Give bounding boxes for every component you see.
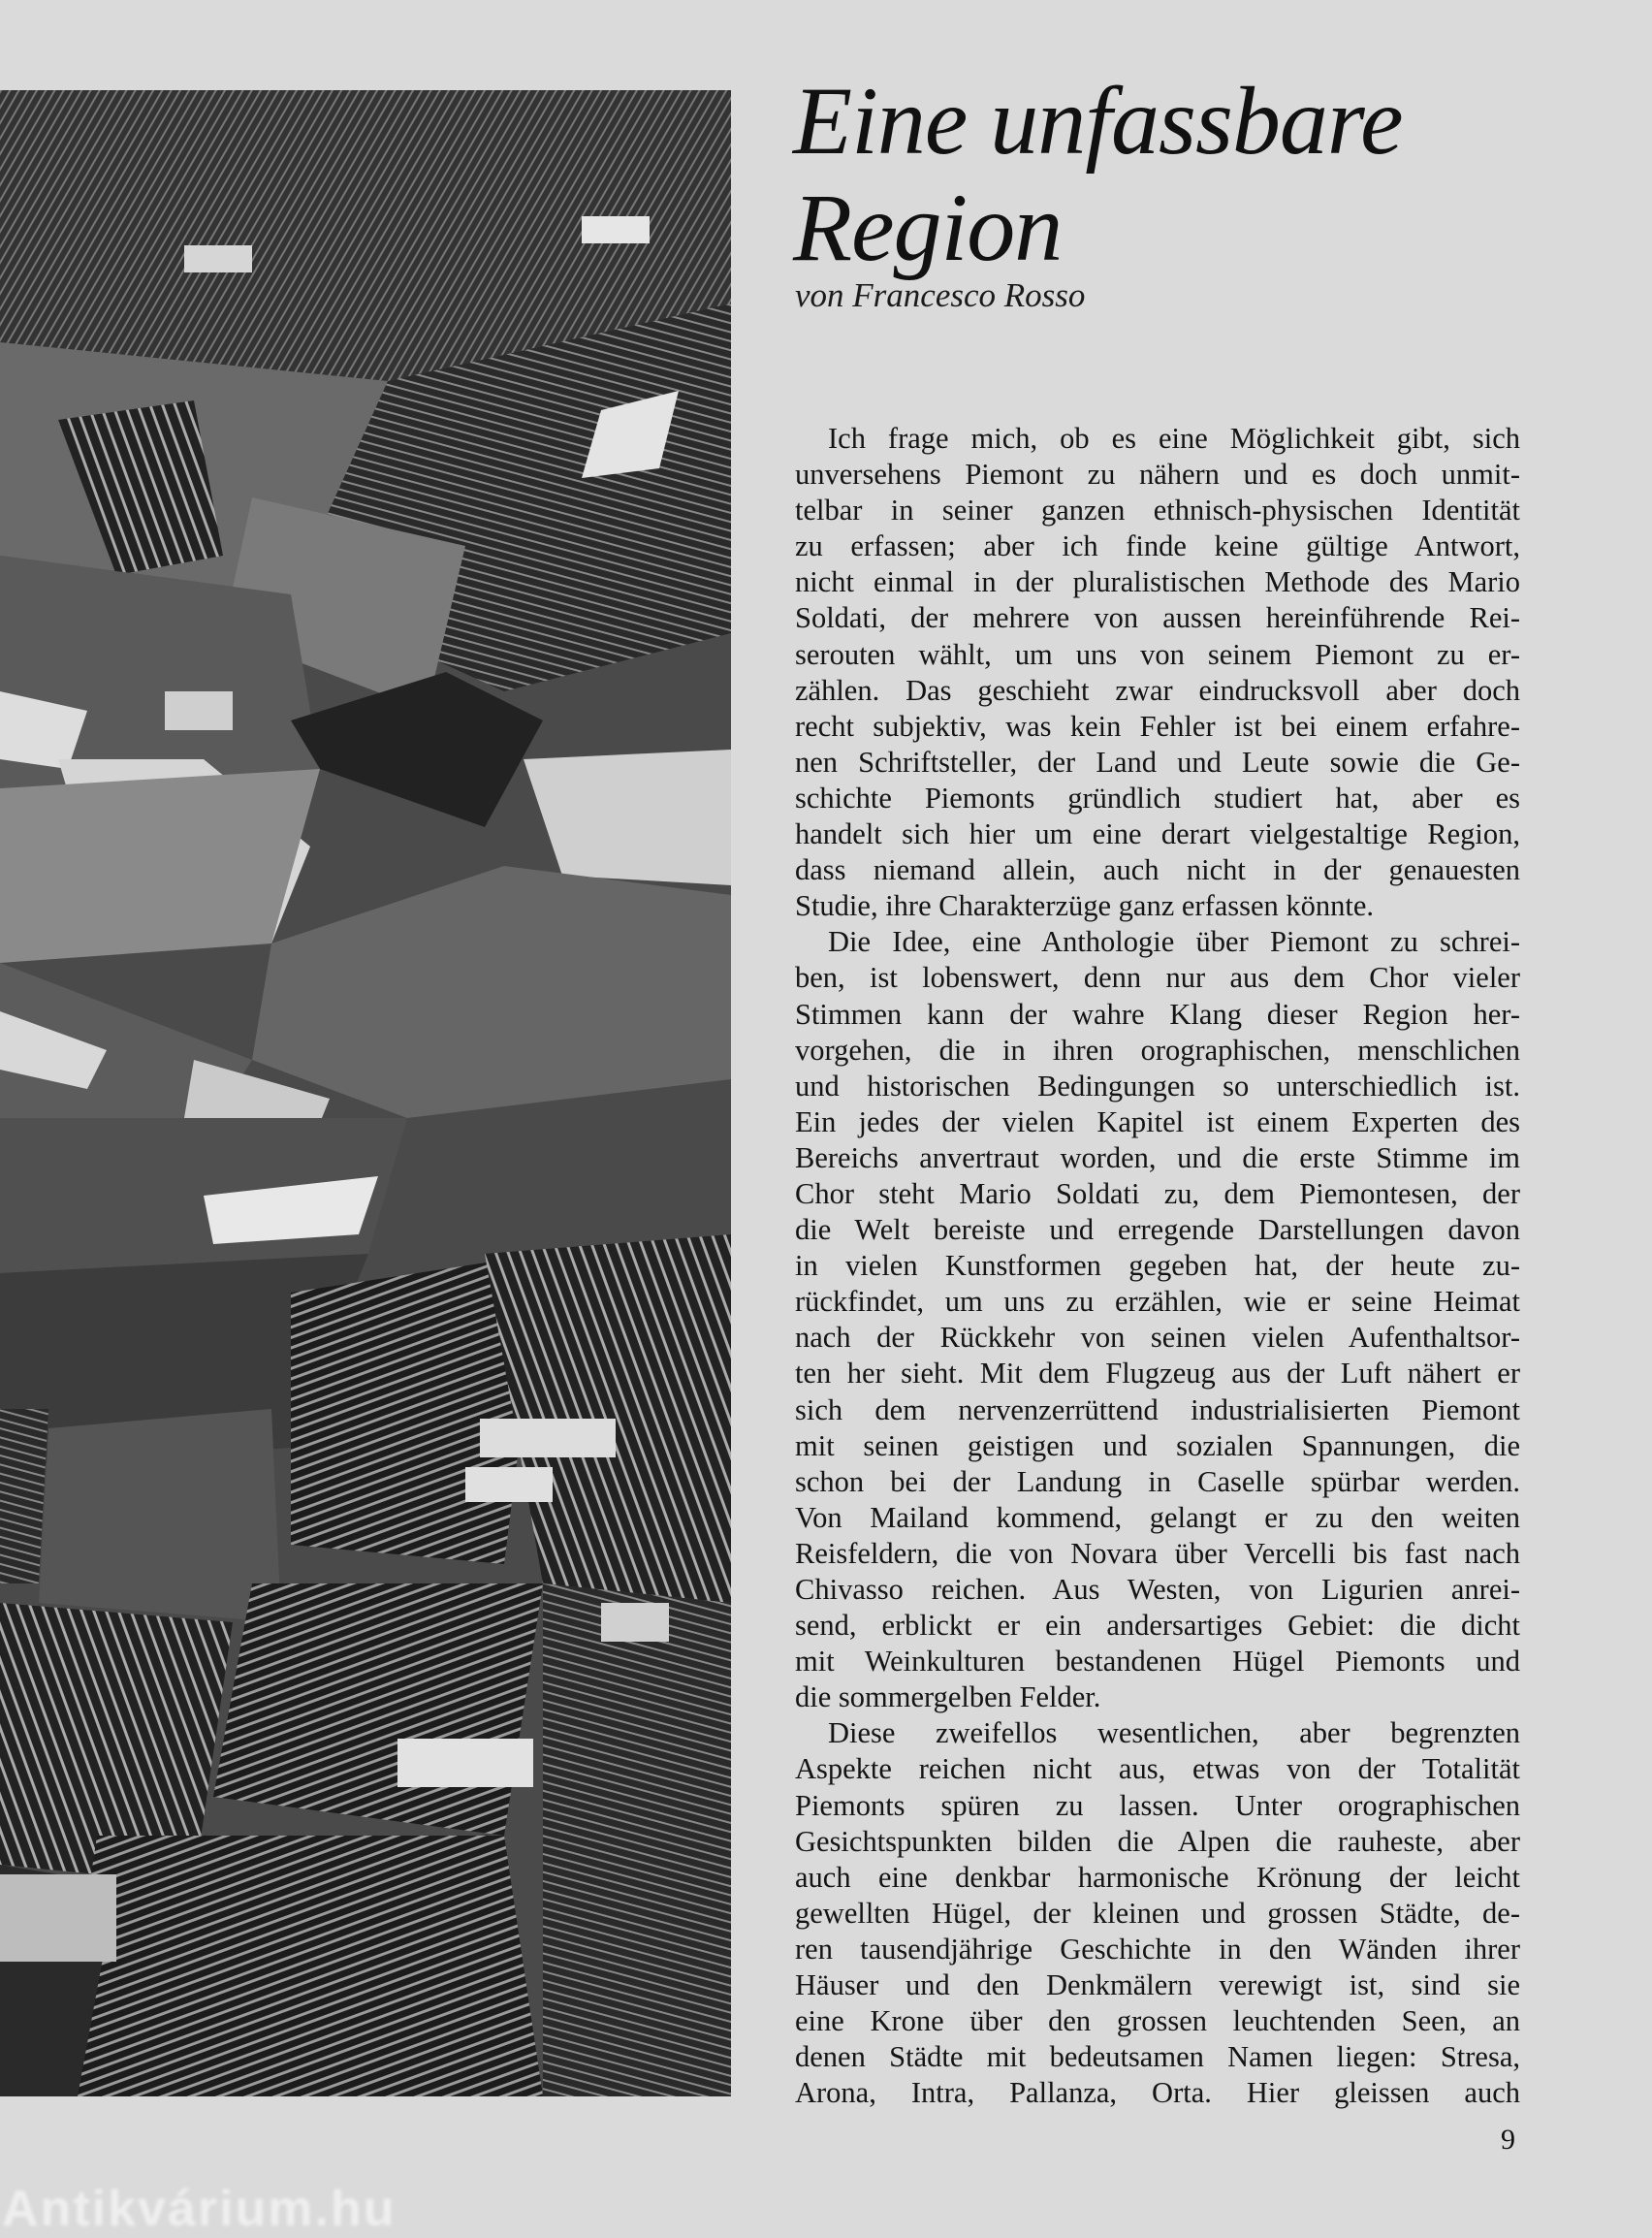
text-line: die Welt bereiste und erregende Darstellungen davon [795,1213,1520,1247]
text-line: Arona, Intra, Pallanza, Orta. Hier gleissen auch [795,2076,1520,2110]
article-title [793,68,1402,281]
text-line: serouten wählt, um uns von seinem Piemont zu er- [795,637,1520,671]
text-line: schichte Piemonts gründlich studiert hat, aber es [795,781,1520,815]
text-line: Ein jedes der vielen Kapitel ist einem Experten des [795,1104,1520,1138]
text-line: Chor steht Mario Soldati zu, dem Piemontesen, der [795,1176,1520,1210]
text-line: nach der Rückkehr von seinen vielen Aufenthaltsor- [795,1321,1520,1355]
text-line: dass niemand allein, auch nicht in der genauesten [795,853,1520,887]
aerial-photo-vineyards [0,90,731,2096]
text-line: Ich frage mich, ob es eine Möglichkeit gibt, sich [828,422,1520,455]
text-line: mit seinen geistigen und sozialen Spannungen, die [795,1428,1520,1462]
paragraph [795,924,1520,1715]
text-line: die sommergelben Felder. [795,1680,1101,1714]
text-line: sich dem nervenzerrüttend industrialisierten Piemont [795,1392,1520,1426]
text-line: schon bei der Landung in Caselle spürbar werden. [795,1464,1520,1498]
text-line: Stimmen kann der wahre Klang dieser Region her- [795,997,1520,1031]
watermark: Antikvárium.hu [2,2181,397,2237]
text-line: nicht einmal in der pluralistischen Methode des Mario [795,565,1520,599]
text-line: Studie, ihre Charakterzüge ganz erfassen könnte. [795,889,1375,923]
text-line: ben, ist lobenswert, denn nur aus dem Chor vieler [795,961,1520,995]
text-line: Aspekte reichen nicht aus, etwas von der Totalität [795,1752,1520,1786]
article-body [795,421,1520,2111]
text-line: ten her sieht. Mit dem Flugzeug aus der Luft nähert er [795,1357,1520,1391]
text-line: gewellten Hügel, der kleinen und grossen Städte, de- [795,1896,1520,1930]
text-line: Die Idee, eine Anthologie über Piemont zu schrei- [828,925,1520,959]
text-line: Diese zweifellos wesentlichen, aber begrenzten [828,1716,1520,1750]
text-line: telbar in seiner ganzen ethnisch-physischen Identität [795,494,1520,528]
text-line: in vielen Kunstformen gegeben hat, der heute zu- [795,1249,1520,1283]
title-line-2: Region [793,174,1063,281]
author-byline: von Francesco Rosso [795,276,1086,314]
paragraph [795,421,1520,924]
text-line: rückfindet, um uns zu erzählen, wie er seine Heimat [795,1285,1520,1319]
text-line: Chivasso reichen. Aus Westen, von Ligurien anrei- [795,1573,1520,1606]
page-number: 9 [1501,2124,1515,2156]
text-line: unversehens Piemont zu nähern und es doch unmit- [795,458,1520,492]
text-line: auch eine denkbar harmonische Krönung der leicht [795,1860,1520,1894]
paragraph [795,1715,1520,2111]
text-line: handelt sich hier um eine derart vielgestaltige Region, [795,817,1520,851]
text-line: zählen. Das geschieht zwar eindrucksvoll aber doch [795,673,1520,707]
text-line: ren tausendjährige Geschichte in den Wänden ihrer [795,1932,1520,1966]
text-line: mit Weinkulturen bestandenen Hügel Piemonts und [795,1645,1520,1678]
text-line: Bereichs anvertraut worden, und die erste Stimme im [795,1140,1520,1174]
text-line: Soldati, der mehrere von aussen hereinführende Rei- [795,601,1520,635]
text-line: zu erfassen; aber ich finde keine gültige Antwort, [795,529,1520,563]
text-line: recht subjektiv, was kein Fehler ist bei einem erfahre- [795,709,1520,743]
text-line: Piemonts spüren zu lassen. Unter orographischen [795,1788,1520,1822]
text-line: nen Schriftsteller, der Land und Leute sowie die Ge- [795,745,1520,779]
text-line: Häuser und den Denkmälern verewigt ist, sind sie [795,1968,1520,2002]
text-line: und historischen Bedingungen so unterschiedlich ist. [795,1069,1520,1103]
text-line: vorgehen, die in ihren orographischen, menschlichen [795,1033,1520,1067]
text-line: eine Krone über den grossen leuchtenden Seen, an [795,2004,1520,2038]
text-line: send, erblickt er ein andersartiges Gebiet: die dicht [795,1609,1520,1643]
text-line: Von Mailand kommend, gelangt er zu den weiten [795,1500,1520,1534]
title-line-1: Eine unfassbare [793,67,1403,175]
text-line: denen Städte mit bedeutsamen Namen liegen: Stresa, [795,2040,1520,2074]
text-line: Reisfeldern, die von Novara über Vercelli bis fast nach [795,1536,1520,1570]
text-line: Gesichtspunkten bilden die Alpen die rauheste, aber [795,1824,1520,1858]
